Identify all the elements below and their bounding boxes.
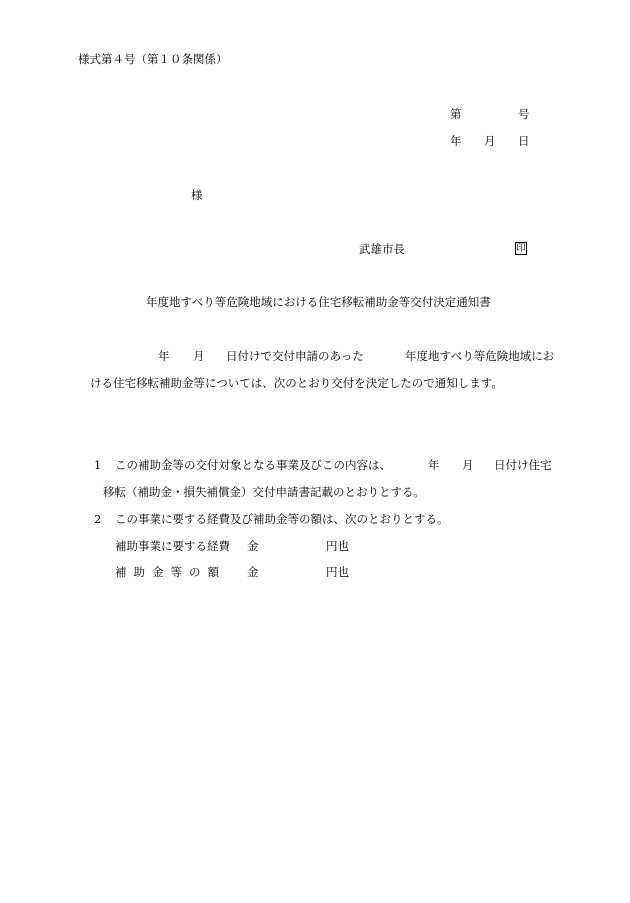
date-year: 年 (450, 134, 462, 148)
ref-dai: 第 (450, 107, 462, 121)
cost-label-expense: 補助事業に要する経費 (115, 539, 230, 553)
item-1-text-b: 日付け住宅 (494, 458, 552, 472)
item-1-year: 年 (428, 458, 440, 472)
document-title: 年度地すべり等危険地域における住宅移転補助金等交付決定通知書 (146, 295, 491, 309)
cost-suffix-subsidy: 円也 (326, 565, 349, 579)
item-1-month: 月 (462, 458, 474, 472)
intro-month: 月 (193, 349, 205, 363)
item-2-text: この事業に要する経費及び補助金等の額は、次のとおりとする。 (115, 512, 449, 526)
item-1-line2: 移転（補助金・損失補償金）交付申請書記載のとおりとする。 (103, 485, 425, 499)
addressee-suffix: 様 (191, 188, 203, 202)
intro-part1: 日付けで交付申請のあった (226, 349, 364, 363)
ref-go: 号 (518, 107, 530, 121)
intro-year: 年 (158, 349, 170, 363)
cost-prefix-subsidy: 金 (247, 565, 259, 579)
date-month: 月 (484, 134, 496, 148)
form-label: 様式第４号（第１０条関係） (78, 52, 228, 66)
issuer-name: 武雄市長 (359, 242, 405, 256)
date-day: 日 (518, 134, 530, 148)
cost-label-subsidy: 補助金等の額 (115, 565, 226, 579)
cost-suffix-expense: 円也 (326, 539, 349, 553)
item-1-number: 1 (94, 458, 102, 472)
item-2-number: 2 (94, 512, 102, 526)
seal-stamp: 印 (516, 243, 526, 254)
intro-line2: ける住宅移転補助金等については、次のとおり交付を決定したので通知します。 (90, 376, 503, 390)
cost-prefix-expense: 金 (247, 539, 259, 553)
intro-part2: 年度地すべり等危険地域にお (405, 349, 555, 363)
item-1-text-a: この補助金等の交付対象となる事業及びこの内容は、 (115, 458, 391, 472)
